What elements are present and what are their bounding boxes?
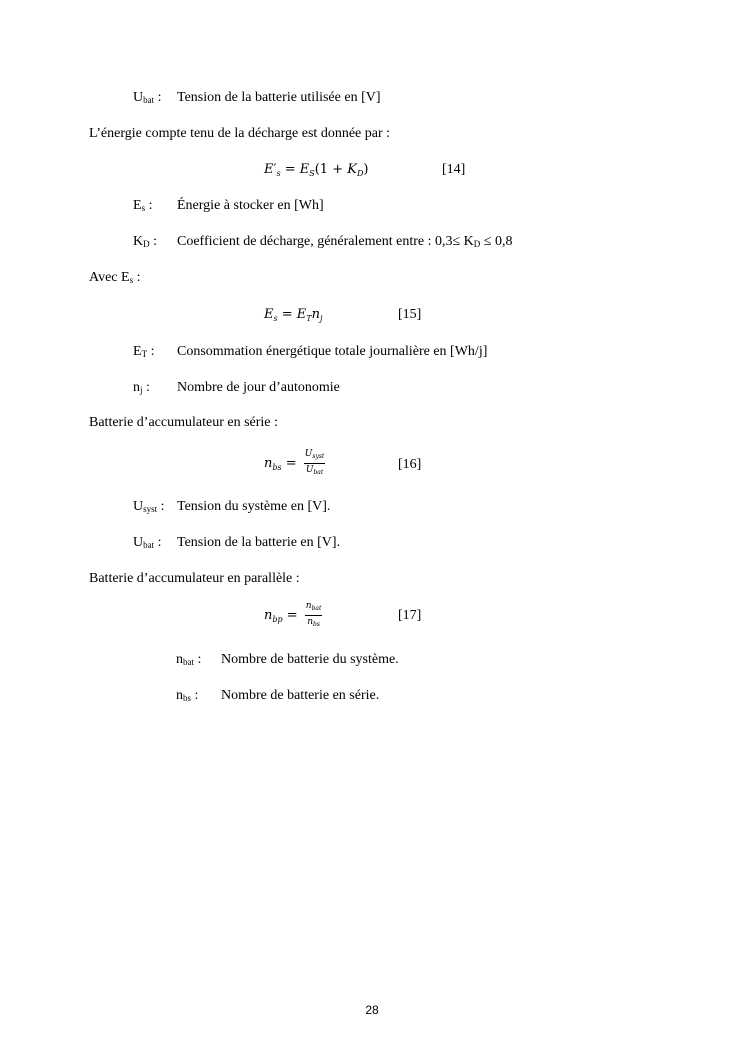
def-es-symbol: $E_s$ : <box>133 198 153 213</box>
def-nbs-description: Nombre de batterie en série. <box>221 688 380 703</box>
def-nbs-symbol: $n_{bs}$ : <box>176 688 199 703</box>
def-ubat-symbol: $U_{bat}$ : <box>133 90 162 105</box>
equation-17: $n_{bp}$ = $\frac{n_{bat}}{n_{bs}}$ <box>264 601 322 628</box>
def-ubat-description: Tension de la batterie utilisée en [V] <box>177 90 381 105</box>
equation-17-fraction: $\frac{n_{bat}}{n_{bs}}$ <box>305 601 322 628</box>
def-et-description: Consommation énergétique totale journalière en [Wh/j] <box>177 344 488 359</box>
equation-14: $E'_s = E_S(1 + K_D)$ <box>264 162 369 178</box>
equation-15-number: [15] <box>398 307 422 322</box>
paragraph-serie: Batterie d’accumulateur en série : <box>89 415 278 430</box>
def-nbat-description: Nombre de batterie du système. <box>221 652 399 667</box>
def-et-symbol: $E_T$ : <box>133 344 155 359</box>
def-ubat2-description: Tension de la batterie en [V]. <box>177 535 341 550</box>
def-nj-description: Nombre de jour d’autonomie <box>177 380 340 395</box>
def-kd-description: Coefficient de décharge, généralement entre : $0,3\le K_D \le 0,8$ <box>177 234 513 249</box>
def-nbat-symbol: $n_{bat}$ : <box>176 652 202 667</box>
def-usyst-symbol: $U_{syst}$ : <box>133 499 165 514</box>
equation-16-number: [16] <box>398 457 422 472</box>
paragraph-parallele: Batterie d’accumulateur en parallèle : <box>89 571 300 586</box>
def-kd-symbol: $K_D$ : <box>133 234 158 249</box>
paragraph-decharge: L’énergie compte tenu de la décharge est donnée par : <box>89 126 391 141</box>
equation-14-number: [14] <box>442 162 466 177</box>
def-ubat2-symbol: $U_{bat}$ : <box>133 535 162 550</box>
equation-16: $n_{bs}$ = $\frac{U_{syst}}{U_{bat}}$ <box>264 449 325 476</box>
equation-16-fraction: $\frac{U_{syst}}{U_{bat}}$ <box>304 449 325 476</box>
equation-17-number: [17] <box>398 608 422 623</box>
def-es-description: Énergie à stocker en [Wh] <box>177 198 324 213</box>
def-nj-symbol: $n_j$ : <box>133 380 150 395</box>
paragraph-avec-es: Avec $E_s$ : <box>89 270 141 285</box>
page-number: 28 <box>365 1003 379 1017</box>
def-usyst-description: Tension du système en [V]. <box>177 499 331 514</box>
equation-15: $E_s = E_Tn_j$ <box>264 307 323 323</box>
